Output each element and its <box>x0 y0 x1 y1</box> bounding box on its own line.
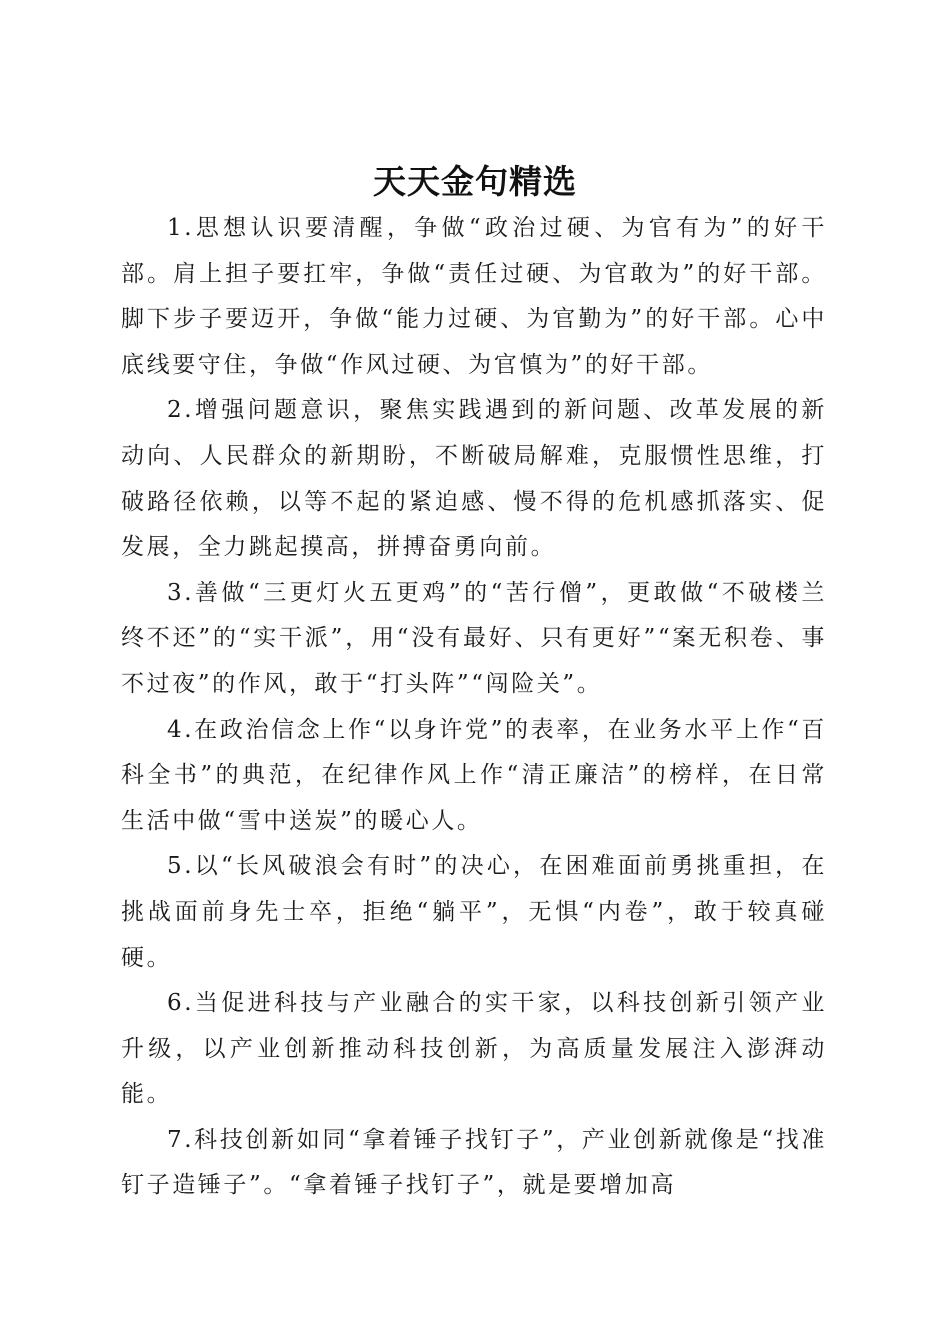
paragraph-6: 6.当促进科技与产业融合的实干家，以科技创新引领产业升级，以产业创新推动科技创新，为高质量发展注入澎湃动能。 <box>121 990 827 1108</box>
paragraph-5: 5.以“长风破浪会有时”的决心，在困难面前勇挑重担，在挑战面前身先士卒，拒绝“躺平”，无惧“内卷”，敢于较真碰硬。 <box>121 853 827 971</box>
paragraph-7: 7.科技创新如同“拿着锤子找钉子”，产业创新就像是“找准钉子造锤子”。“拿着锤子找钉子”，就是要增加高 <box>121 1126 827 1199</box>
paragraph-2: 2.增强问题意识，聚焦实践遇到的新问题、改革发展的新动向、人民群众的新期盼，不断破局解难，克服惯性思维，打破路径依赖，以等不起的紧迫感、慢不得的危机感抓落实、促发展，全力跳起摸高，拼搏奋勇向前。 <box>121 397 827 561</box>
paragraph-1: 1.思想认识要清醒，争做“政治过硬、为官有为”的好干部。肩上担子要扛牢，争做“责任过硬、为官敢为”的好干部。脚下步子要迈开，争做“能力过硬、为官勤为”的好干部。心中底线要守住，争做“作风过硬、为官慎为”的好干部。 <box>121 215 827 378</box>
document-title: 天天金句精选 <box>373 162 577 202</box>
paragraph-3: 3.善做“三更灯火五更鸡”的“苦行僧”，更敢做“不破楼兰终不还”的“实干派”，用“没有最好、只有更好”“案无积卷、事不过夜”的作风，敢于“打头阵”“闯险关”。 <box>121 579 827 697</box>
paragraph-4: 4.在政治信念上作“以身许党”的表率，在业务水平上作“百科全书”的典范，在纪律作风上作“清正廉洁”的榜样，在日常生活中做“雪中送炭”的暖心人。 <box>121 716 827 834</box>
document-body <box>121 206 827 1209</box>
